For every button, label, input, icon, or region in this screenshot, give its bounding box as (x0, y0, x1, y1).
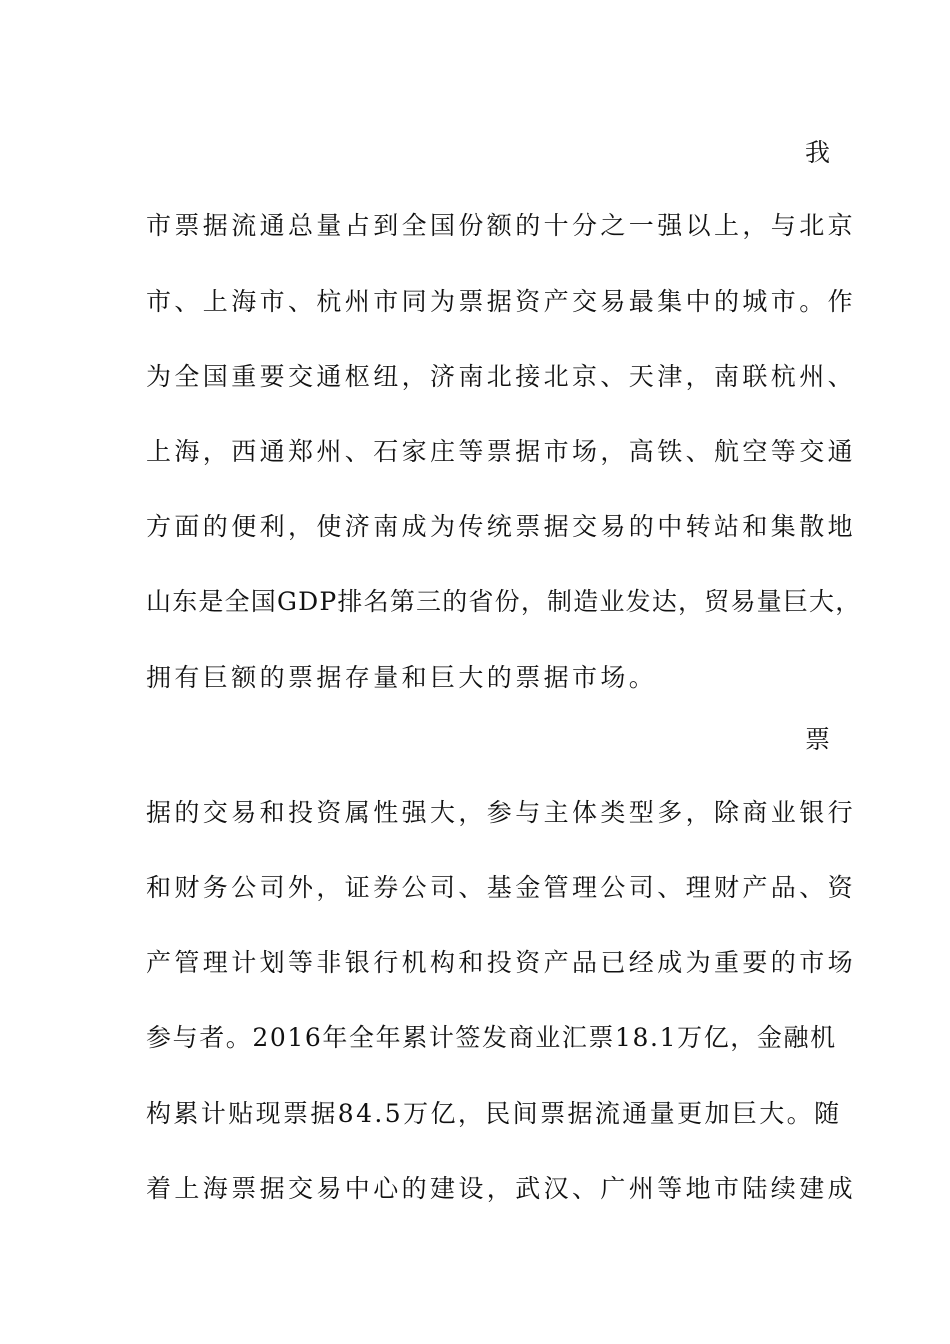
text-line: 参与者。2016年全年累计签发商业汇票18.1万亿，金融机 (146, 1023, 837, 1052)
paragraph-start-char: 票 (804, 725, 830, 754)
text-line: 构累计贴现票据84.5万亿，民间票据流通量更加巨大。随 (146, 1099, 842, 1128)
paragraph-start-char: 我 (804, 138, 830, 167)
text-line: 产管理计划等非银行机构和投资产品已经成为重要的市场 (146, 948, 857, 977)
text-line: 市、上海市、杭州市同为票据资产交易最集中的城市。作 (146, 287, 857, 316)
text-line: 据的交易和投资属性强大，参与主体类型多，除商业银行 (146, 798, 857, 827)
text-line: 为全国重要交通枢纽，济南北接北京、天津，南联杭州、 (146, 362, 857, 391)
text-line: 方面的便利，使济南成为传统票据交易的中转站和集散地 (146, 512, 857, 541)
text-line: 和财务公司外，证券公司、基金管理公司、理财产品、资 (146, 873, 857, 902)
text-line: 市票据流通总量占到全国份额的十分之一强以上，与北京 (146, 211, 857, 240)
text-line: 山东是全国GDP排名第三的省份，制造业发达，贸易量巨大， (146, 587, 862, 616)
text-line: 着上海票据交易中心的建设，武汉、广州等地市陆续建成 (146, 1174, 857, 1203)
text-line: 拥有巨额的票据存量和巨大的票据市场。 (146, 663, 658, 692)
text-line: 上海，西通郑州、石家庄等票据市场，高铁、航空等交通 (146, 437, 857, 466)
